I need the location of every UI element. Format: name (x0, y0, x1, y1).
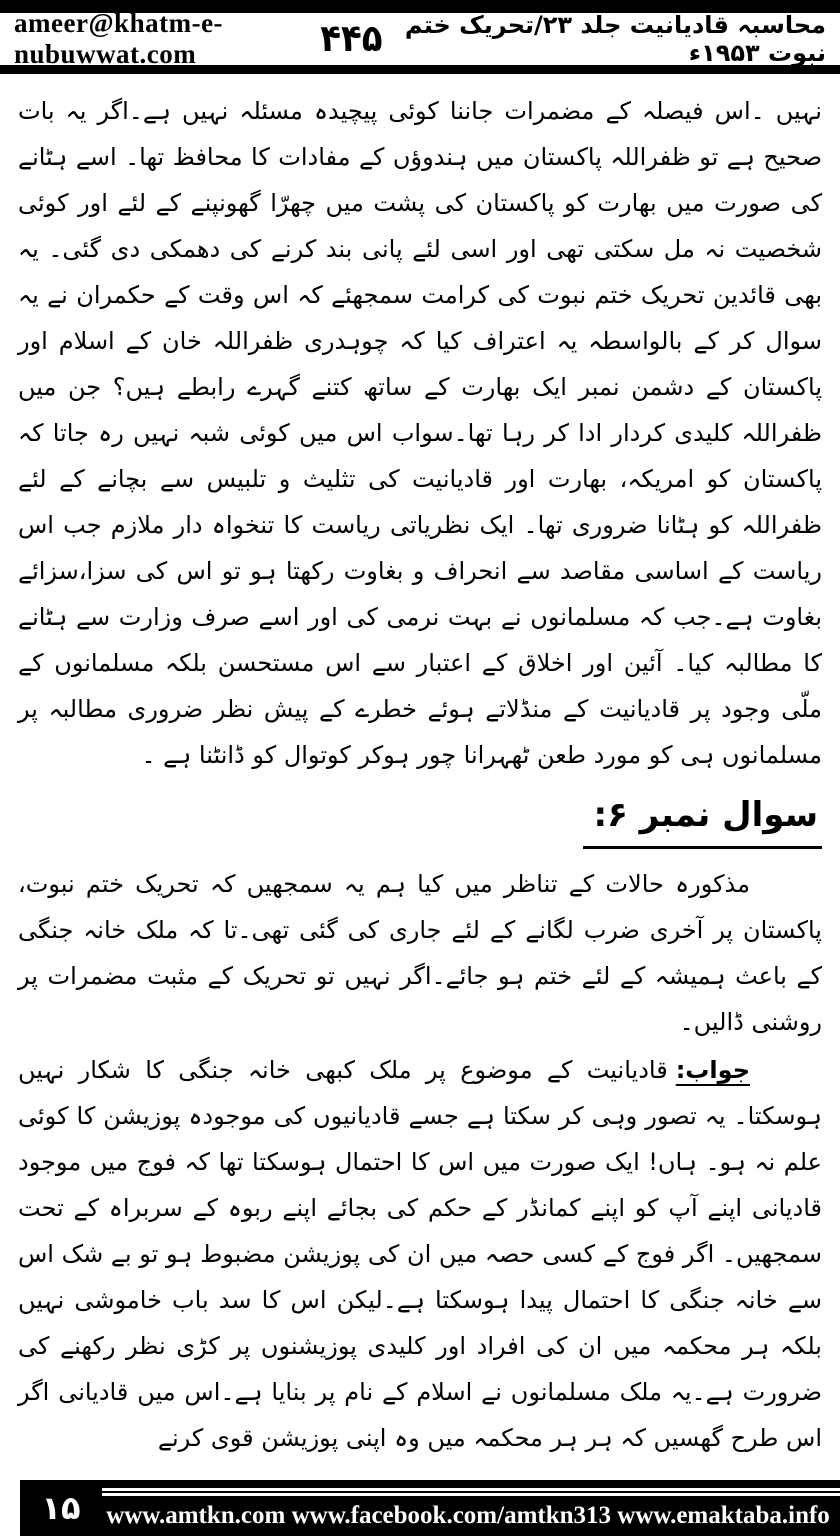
body-paragraph: نہیں ۔اس فیصلہ کے مضمرات جاننا کوئی پیچیدہ مسئلہ نہیں ہے۔اگر یہ بات صحیح ہے تو ظفراللہ پاکستان میں ہندوؤں کے مفادات کا محافظ تھا۔ اسے ہٹانے کی صورت میں بھارت کو پاکستان کی پشت میں چھرّا گھونپنے کے لئے اور کوئی شخصیت نہ مل سکتی تھی اور اسی لئے پانی بند کرنے کی دھمکی دی گئی۔ یہ بھی قائدین تحریک ختم نبوت کی کرامت سمجھئے کہ اس وقت کے حکمران نے یہ سوال کر کے بالواسطہ یہ اعتراف کیا کہ چوہدری ظفراللہ خان کے اسلام اور پاکستان کے دشمن نمبر ایک بھارت کے ساتھ کتنے گہرے رابطے ہیں؟ جن میں ظفراللہ کلیدی کردار ادا کر رہا تھا۔سواب اس میں کوئی شبہ نہیں رہ جاتا کہ پاکستان کو امریکہ، بھارت اور قادیانیت کی تثلیث و تلبیس سے بچانے کے لئے ظفراللہ کو ہٹانا ضروری تھا۔ ایک نظریاتی ریاست کا تنخواہ دار ملازم جب اس ریاست کے اساسی مقاصد سے انحراف و بغاوت رکھتا ہو تو اس کی سزا،سزائے بغاوت ہے۔جب کہ مسلمانوں نے بہت نرمی کی اور اسے صرف وزارت سے ہٹانے کا مطالبہ کیا۔ آئین اور اخلاق کے اعتبار سے اس مستحسن بلکہ مسلمانوں کے ملّی وجود پر قادیانیت کے منڈلاتے ہوئے خطرے کے پیش نظر ضروری مطالبہ پر مسلمانوں ہی کو مورد طعن ٹھہرانا چور ہوکر کوتوال کو ڈانٹنا ہے ۔ (18, 97, 823, 769)
footer-links-text: www.amtkn.com www.facebook.com/amtkn313 www.emaktaba.info (106, 1502, 830, 1529)
header-email: ameer@khatm-e-nubuwwat.com (14, 8, 224, 69)
body-text (0, 74, 840, 1472)
answer-prefix: جواب: (675, 1056, 750, 1084)
footer-page-number: ۱۵ (41, 1489, 81, 1527)
page-footer (0, 1478, 840, 1540)
body-paragraph: مذکورہ حالات کے تناظر میں کیا ہم یہ سمجھیں کہ تحریک ختم نبوت، پاکستان پر آخری ضرب لگانے کے لئے جاری کی گئی تھی۔تا کہ ملک خانہ جنگی کے باعث ہمیشہ کے لئے ختم ہو جائے۔اگر نہیں تو تحریک کے مثبت مضمرات پر روشنی ڈالیں۔ (18, 870, 822, 1036)
header-book-title: محاسبہ قادیانیت جلد ۲۳/تحریک ختم نبوت ۱۹۵۳ء (404, 11, 826, 67)
question-heading (18, 792, 822, 849)
header-page-number: ۴۴۵ (320, 17, 383, 61)
page-header (0, 8, 840, 69)
question-heading-text: سوال نمبر ۶: (583, 792, 822, 849)
body-paragraph: جواب:قادیانیت کے موضوع پر ملک کبھی خانہ جنگی کا شکار نہیں ہوسکتا۔ یہ تصور وہی کر سکتا ہے جسے قادیانیوں کی موجودہ پوزیشن کا کوئی علم نہ ہو۔ ہاں! ایک صورت میں اس کا احتمال ہوسکتا تھا کہ فوج میں موجود قادیانی اپنے آپ کو اپنے کمانڈر کے حکم کی بجائے اپنے ربوہ کے سربراہ کے تحت سمجھیں۔ اگر فوج کے کسی حصہ میں ان کی پوزیشن مضبوط ہو تو بے شک اس سے خانہ جنگی کا احتمال پیدا ہوسکتا ہے۔لیکن اس کا سد باب خاموشی نہیں بلکہ ہر محکمہ میں ان کی افراد اور کلیدی پوزیشنوں پر کڑی نظر رکھنے کی ضرورت ہے۔یہ ملک مسلمانوں نے اسلام کے نام پر بنایا ہے۔اس میں قادیانی اگر اس طرح گھسیں کہ ہر ہر محکمہ میں وہ اپنی پوزیشن قوی کرنے (18, 1056, 822, 1452)
footer-bar-group (96, 1478, 840, 1536)
footer-rule-thick (96, 1480, 840, 1488)
footer-page-number-box (20, 1480, 102, 1536)
footer-links-bar (96, 1496, 840, 1536)
